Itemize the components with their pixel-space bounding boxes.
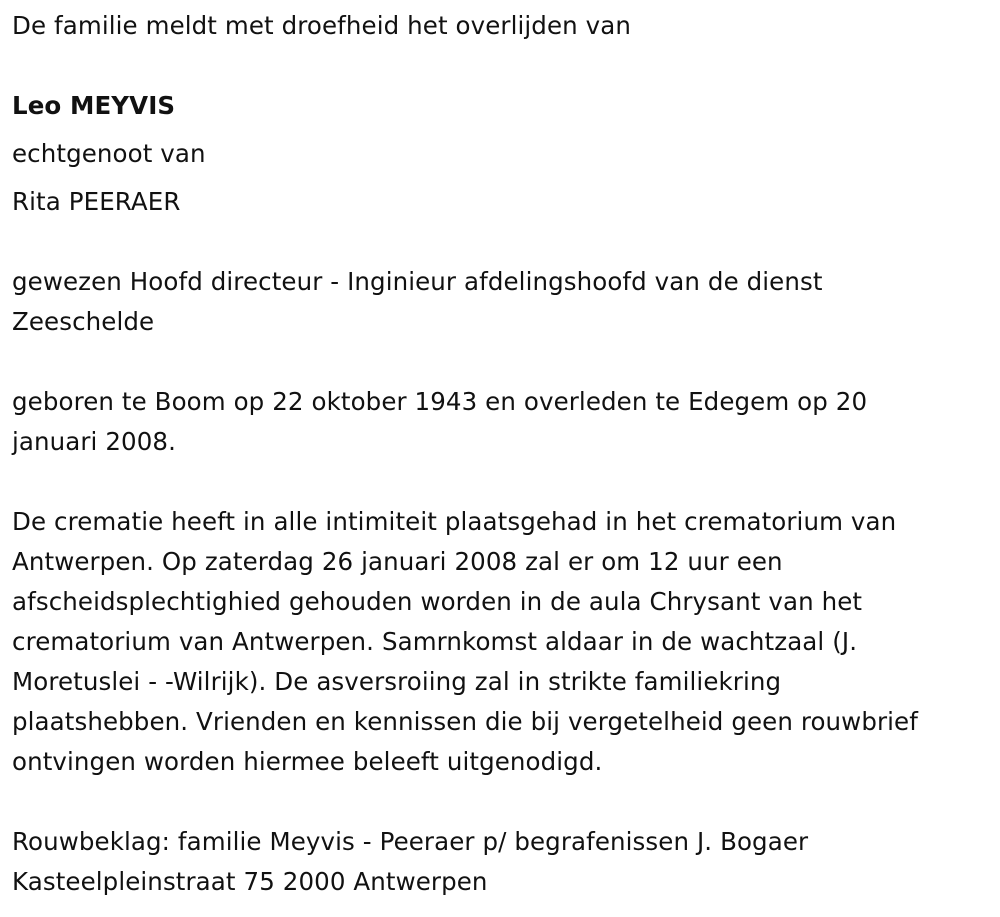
profession-line-2: Zeeschelde <box>12 307 155 336</box>
deceased-block <box>12 86 988 222</box>
spouse-name: Rita PEERAER <box>12 187 181 216</box>
ceremony-line: Antwerpen. Op zaterdag 26 januari 2008 zal er om 12 uur een <box>12 547 783 576</box>
condolences-line-2: Kasteelpleinstraat 75 2000 Antwerpen <box>12 867 488 896</box>
spacer <box>12 782 988 822</box>
ceremony-line: De crematie heeft in alle intimiteit plaatsgehad in het crematorium van <box>12 507 897 536</box>
dates-line-1: geboren te Boom op 22 oktober 1943 en overleden te Edegem op 20 <box>12 387 868 416</box>
dates-block <box>12 382 988 462</box>
ceremony-line: ontvingen worden hiermee beleeft uitgenodigd. <box>12 747 603 776</box>
ceremony-line: crematorium van Antwerpen. Samrnkomst aldaar in de wachtzaal (J. <box>12 627 858 656</box>
deceased-name: Leo MEYVIS <box>12 91 176 120</box>
intro-text: De familie meldt met droefheid het overlijden van <box>12 11 631 40</box>
condolences-block <box>12 822 988 902</box>
profession-line-1: gewezen Hoofd directeur - Inginieur afdelingshoofd van de dienst <box>12 267 823 296</box>
condolences-line-1: Rouwbeklag: familie Meyvis - Peeraer p/ begrafenissen J. Bogaer <box>12 827 809 856</box>
spacer <box>12 222 988 262</box>
spacer <box>12 342 988 382</box>
spacer <box>12 462 988 502</box>
spouse-relation: echtgenoot van <box>12 139 206 168</box>
dates-line-2: januari 2008. <box>12 427 176 456</box>
ceremony-block <box>12 502 988 782</box>
profession-block <box>12 262 988 342</box>
ceremony-line: afscheidsplechtighied gehouden worden in de aula Chrysant van het <box>12 587 863 616</box>
ceremony-line: Moretuslei - -Wilrijk). De asversroiing zal in strikte familiekring <box>12 667 782 696</box>
ceremony-line: plaatshebben. Vrienden en kennissen die bij vergetelheid geen rouwbrief <box>12 707 918 736</box>
